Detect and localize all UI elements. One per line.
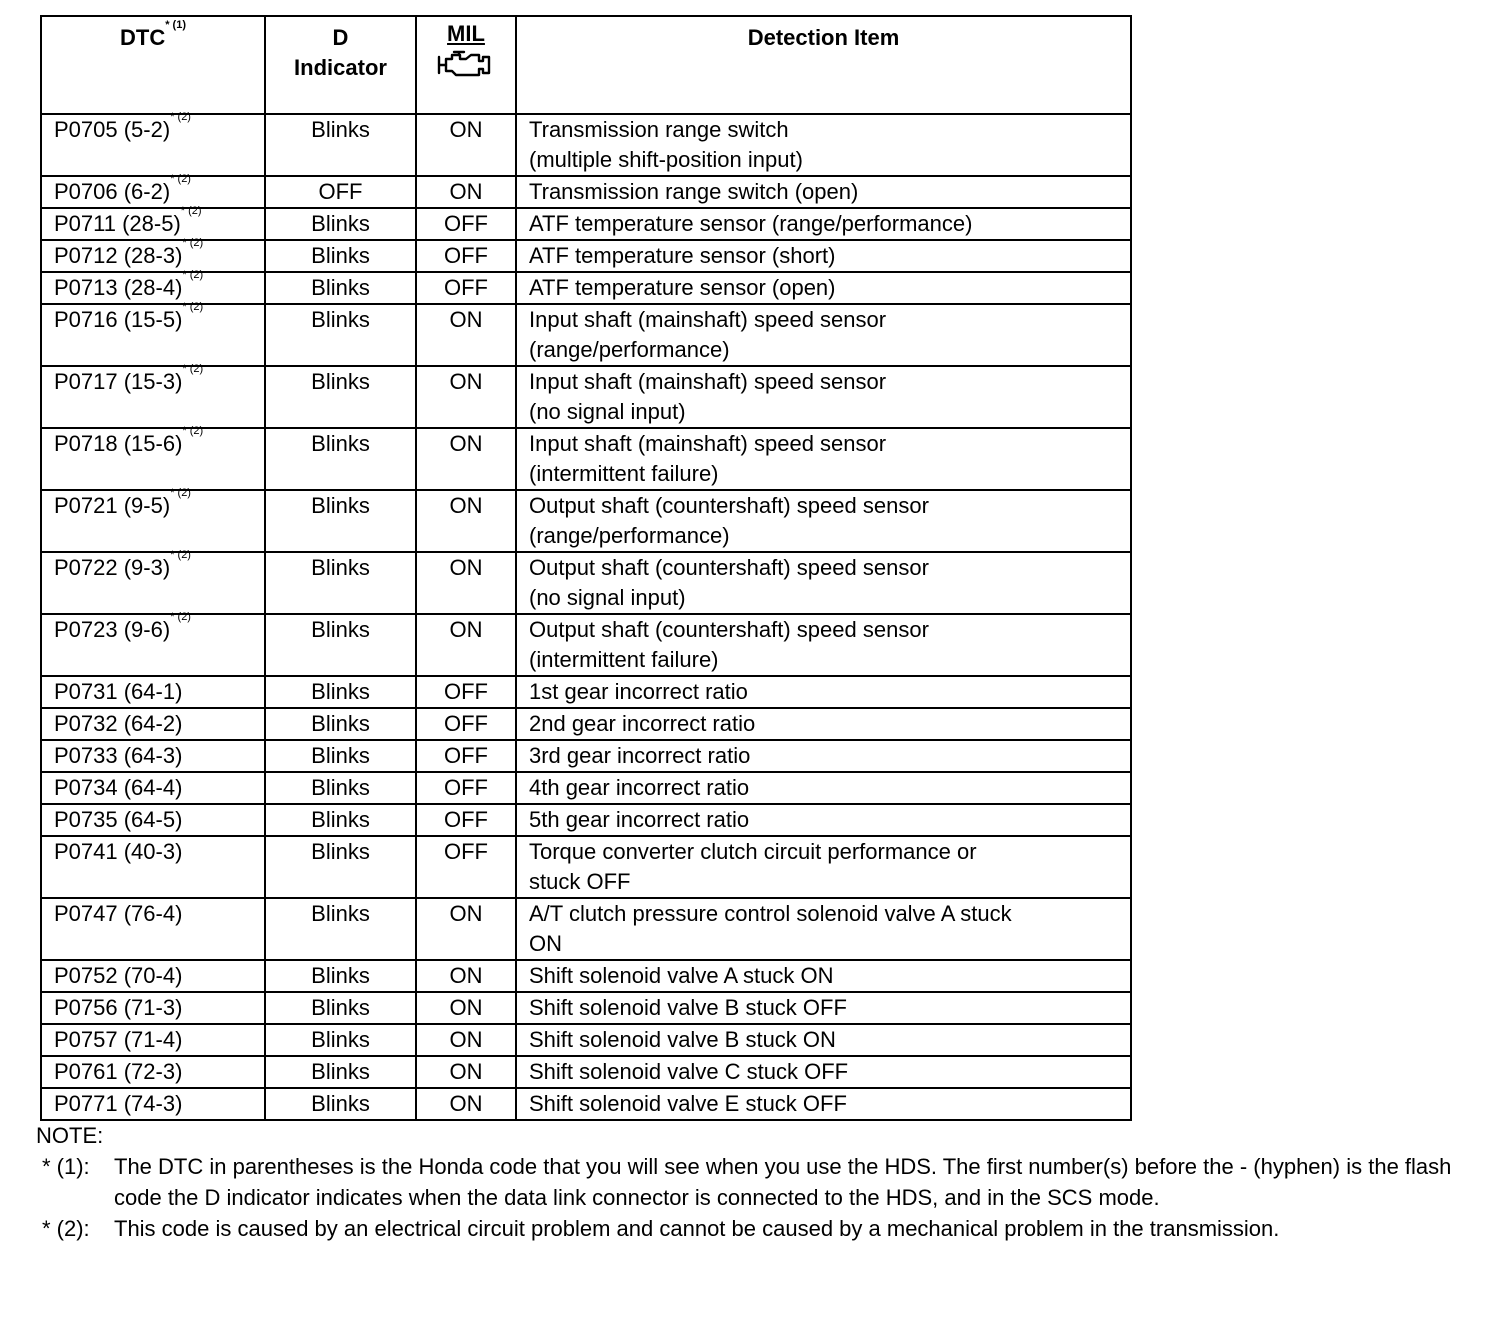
note-1-mark: * (1): xyxy=(42,1154,90,1179)
mil-cell: ON xyxy=(416,114,516,176)
detection-item-cell xyxy=(516,708,1131,740)
mil-cell: OFF xyxy=(416,708,516,740)
detection-item-line: (no signal input) xyxy=(529,585,686,610)
detection-item-cell xyxy=(516,960,1131,992)
dtc-footnote-ref: * (2) xyxy=(182,237,204,249)
dtc-code-cell xyxy=(41,173,265,208)
dtc-code-cell xyxy=(41,549,265,614)
d-indicator-cell: Blinks xyxy=(265,708,416,740)
dtc-code-cell xyxy=(41,676,265,708)
mil-cell: ON xyxy=(416,428,516,490)
detection-item-cell xyxy=(516,240,1131,272)
detection-item-cell xyxy=(516,208,1131,240)
header-dtc-footnote: * (1) xyxy=(165,19,186,31)
dtc-code-cell xyxy=(41,992,265,1024)
detection-item-line: (multiple shift-position input) xyxy=(529,147,803,172)
table-row xyxy=(41,1088,1131,1120)
detection-item-line: Shift solenoid valve B stuck OFF xyxy=(529,995,847,1020)
d-indicator-cell: Blinks xyxy=(265,992,416,1024)
detection-item-line: Output shaft (countershaft) speed sensor xyxy=(529,617,929,642)
detection-item-line: Shift solenoid valve B stuck ON xyxy=(529,1027,836,1052)
detection-item-line: (intermittent failure) xyxy=(529,647,719,672)
detection-item-cell xyxy=(516,272,1131,304)
d-indicator-cell: Blinks xyxy=(265,272,416,304)
d-indicator-cell: Blinks xyxy=(265,898,416,960)
dtc-code: P0705 (5-2) xyxy=(54,117,171,142)
d-indicator-cell: Blinks xyxy=(265,552,416,614)
dtc-code: P0734 (64-4) xyxy=(54,775,183,800)
table-row xyxy=(41,836,1131,898)
dtc-footnote-ref: * (2) xyxy=(170,487,191,499)
dtc-table xyxy=(40,15,1132,1121)
d-indicator-cell: Blinks xyxy=(265,428,416,490)
table-row xyxy=(41,114,1131,176)
engine-check-icon xyxy=(435,47,497,81)
header-mil-label: MIL xyxy=(447,21,485,46)
table-row xyxy=(41,614,1131,676)
table-row xyxy=(41,772,1131,804)
header-mil xyxy=(416,16,516,114)
detection-item-line: Transmission range switch xyxy=(529,117,789,142)
dtc-code: P0756 (71-3) xyxy=(54,995,183,1020)
dtc-code: P0722 (9-3) xyxy=(54,555,171,580)
table-row xyxy=(41,176,1131,208)
dtc-code: P0712 (28-3) xyxy=(54,243,183,268)
detection-item-line: (intermittent failure) xyxy=(529,461,719,486)
dtc-code: P0741 (40-3) xyxy=(54,839,183,864)
dtc-code: P0747 (76-4) xyxy=(54,901,183,926)
dtc-footnote-ref: * (2) xyxy=(170,611,191,623)
d-indicator-cell: Blinks xyxy=(265,772,416,804)
table-row xyxy=(41,366,1131,428)
detection-item-line: Shift solenoid valve A stuck ON xyxy=(529,963,834,988)
mil-cell: ON xyxy=(416,366,516,428)
dtc-code-cell xyxy=(41,269,265,304)
detection-item-line: (range/performance) xyxy=(529,523,730,548)
mil-cell: ON xyxy=(416,992,516,1024)
dtc-code-cell xyxy=(41,1024,265,1056)
header-dtc-label: DTC xyxy=(120,25,166,50)
dtc-code-cell xyxy=(41,611,265,676)
detection-item-line: (no signal input) xyxy=(529,399,686,424)
table-row xyxy=(41,740,1131,772)
detection-item-cell xyxy=(516,114,1131,176)
table-row xyxy=(41,490,1131,552)
dtc-code: P0757 (71-4) xyxy=(54,1027,183,1052)
header-dtc xyxy=(41,16,265,114)
d-indicator-cell: Blinks xyxy=(265,114,416,176)
dtc-footnote-ref: * (2) xyxy=(170,173,191,185)
table-row xyxy=(41,708,1131,740)
dtc-footnote-ref: * (2) xyxy=(180,205,202,217)
detection-item-cell xyxy=(516,676,1131,708)
detection-item-cell xyxy=(516,304,1131,366)
dtc-code: P0761 (72-3) xyxy=(54,1059,183,1084)
detection-item-line: 3rd gear incorrect ratio xyxy=(529,743,751,768)
note-heading: NOTE: xyxy=(36,1123,104,1148)
table-row xyxy=(41,428,1131,490)
d-indicator-cell: Blinks xyxy=(265,366,416,428)
table-row xyxy=(41,240,1131,272)
detection-item-cell xyxy=(516,836,1131,898)
table-row xyxy=(41,676,1131,708)
header-detection-item: Detection Item xyxy=(516,16,1131,114)
dtc-footnote-ref: * (2) xyxy=(170,111,191,123)
detection-item-line: 5th gear incorrect ratio xyxy=(529,807,750,832)
d-indicator-cell: Blinks xyxy=(265,1024,416,1056)
detection-item-line: (range/performance) xyxy=(529,337,730,362)
detection-item-cell xyxy=(516,614,1131,676)
table-row xyxy=(41,1056,1131,1088)
table-row xyxy=(41,304,1131,366)
detection-item-cell xyxy=(516,428,1131,490)
dtc-footnote-ref: * (2) xyxy=(182,301,204,313)
dtc-footnote-ref: * (2) xyxy=(182,425,204,437)
mil-cell: OFF xyxy=(416,740,516,772)
table-row xyxy=(41,992,1131,1024)
mil-cell: ON xyxy=(416,1024,516,1056)
detection-item-line: Input shaft (mainshaft) speed sensor xyxy=(529,369,887,394)
d-indicator-cell: Blinks xyxy=(265,1056,416,1088)
dtc-code-cell xyxy=(41,363,265,428)
dtc-code: P0721 (9-5) xyxy=(54,493,171,518)
dtc-code-cell xyxy=(41,1056,265,1088)
dtc-code-cell xyxy=(41,111,265,176)
note-1-text: The DTC in parentheses is the Honda code that you will see when you use the HDS. The first number(s) before the - (hyphen) is the flash code the D indicator indicates when the data link connector is connected to the HDS, and in the SCS mode. xyxy=(114,1154,1452,1210)
table-row xyxy=(41,960,1131,992)
detection-item-line: 1st gear incorrect ratio xyxy=(529,679,748,704)
mil-cell: OFF xyxy=(416,272,516,304)
dtc-code: P0713 (28-4) xyxy=(54,275,183,300)
dtc-code-cell xyxy=(41,425,265,490)
d-indicator-cell: Blinks xyxy=(265,304,416,366)
d-indicator-cell: Blinks xyxy=(265,960,416,992)
dtc-code: P0706 (6-2) xyxy=(54,179,171,204)
detection-item-line: ATF temperature sensor (short) xyxy=(529,243,836,268)
detection-item-line: ATF temperature sensor (range/performance) xyxy=(529,211,973,236)
note-2 xyxy=(36,1213,1476,1244)
d-indicator-cell: Blinks xyxy=(265,614,416,676)
d-indicator-cell: Blinks xyxy=(265,208,416,240)
detection-item-cell xyxy=(516,740,1131,772)
detection-item-line: Torque converter clutch circuit performance or xyxy=(529,839,977,864)
detection-item-line: Transmission range switch (open) xyxy=(529,179,859,204)
mil-cell: ON xyxy=(416,1056,516,1088)
table-header-row xyxy=(41,16,1131,114)
dtc-footnote-ref: * (2) xyxy=(170,549,191,561)
dtc-code-cell xyxy=(41,836,265,898)
detection-item-cell xyxy=(516,804,1131,836)
detection-item-cell xyxy=(516,772,1131,804)
dtc-code: P0732 (64-2) xyxy=(54,711,183,736)
mil-cell: ON xyxy=(416,304,516,366)
note-1 xyxy=(36,1151,1476,1213)
mil-cell: OFF xyxy=(416,804,516,836)
d-indicator-cell: Blinks xyxy=(265,836,416,898)
dtc-code: P0718 (15-6) xyxy=(54,431,183,456)
detection-item-line: 4th gear incorrect ratio xyxy=(529,775,750,800)
detection-item-cell xyxy=(516,1024,1131,1056)
dtc-code: P0716 (15-5) xyxy=(54,307,183,332)
dtc-code: P0723 (9-6) xyxy=(54,617,171,642)
detection-item-line: 2nd gear incorrect ratio xyxy=(529,711,756,736)
table-row xyxy=(41,898,1131,960)
dtc-code-cell xyxy=(41,898,265,960)
detection-item-cell xyxy=(516,898,1131,960)
note-2-mark: * (2): xyxy=(42,1216,90,1241)
d-indicator-cell: Blinks xyxy=(265,676,416,708)
table-row xyxy=(41,804,1131,836)
detection-item-cell xyxy=(516,366,1131,428)
detection-item-line: Input shaft (mainshaft) speed sensor xyxy=(529,431,887,456)
table-row xyxy=(41,272,1131,304)
detection-item-cell xyxy=(516,490,1131,552)
dtc-footnote-ref: * (2) xyxy=(182,363,204,375)
d-indicator-cell: Blinks xyxy=(265,740,416,772)
d-indicator-cell: OFF xyxy=(265,176,416,208)
note-2-text: This code is caused by an electrical circuit problem and cannot be caused by a mechanical problem in the transmission. xyxy=(114,1216,1280,1241)
dtc-code: P0752 (70-4) xyxy=(54,963,183,988)
detection-item-line: Input shaft (mainshaft) speed sensor xyxy=(529,307,887,332)
dtc-code-cell xyxy=(41,708,265,740)
header-d-indicator-line2: Indicator xyxy=(294,55,387,80)
mil-cell: ON xyxy=(416,960,516,992)
mil-cell: OFF xyxy=(416,240,516,272)
dtc-code: P0771 (74-3) xyxy=(54,1091,183,1116)
detection-item-cell xyxy=(516,176,1131,208)
dtc-code: P0711 (28-5) xyxy=(54,211,181,236)
detection-item-line: A/T clutch pressure control solenoid valve A stuck xyxy=(529,901,1012,926)
detection-item-line: ATF temperature sensor (open) xyxy=(529,275,836,300)
mil-cell: ON xyxy=(416,614,516,676)
d-indicator-cell: Blinks xyxy=(265,804,416,836)
notes-section xyxy=(36,1120,1476,1244)
dtc-code-cell xyxy=(41,301,265,366)
detection-item-line: Output shaft (countershaft) speed sensor xyxy=(529,493,929,518)
mil-cell: OFF xyxy=(416,836,516,898)
d-indicator-cell: Blinks xyxy=(265,240,416,272)
detection-item-cell xyxy=(516,992,1131,1024)
table-row xyxy=(41,208,1131,240)
detection-item-line: stuck OFF xyxy=(529,869,631,894)
mil-cell: ON xyxy=(416,176,516,208)
d-indicator-cell: Blinks xyxy=(265,1088,416,1120)
dtc-code-cell xyxy=(41,740,265,772)
table-row xyxy=(41,552,1131,614)
detection-item-line: ON xyxy=(529,931,562,956)
mil-cell: OFF xyxy=(416,772,516,804)
dtc-code-cell xyxy=(41,1088,265,1120)
dtc-code: P0717 (15-3) xyxy=(54,369,183,394)
detection-item-cell xyxy=(516,1056,1131,1088)
detection-item-line: Shift solenoid valve E stuck OFF xyxy=(529,1091,847,1116)
table-row xyxy=(41,1024,1131,1056)
dtc-code-cell xyxy=(41,237,265,272)
dtc-code-cell xyxy=(41,960,265,992)
mil-cell: OFF xyxy=(416,208,516,240)
header-d-indicator-line1: D xyxy=(332,25,349,50)
dtc-footnote-ref: * (2) xyxy=(182,269,204,281)
dtc-code-cell xyxy=(41,772,265,804)
dtc-table-body xyxy=(41,111,1131,1120)
dtc-code-cell xyxy=(41,804,265,836)
mil-cell: OFF xyxy=(416,676,516,708)
dtc-code: P0733 (64-3) xyxy=(54,743,183,768)
detection-item-line: Output shaft (countershaft) speed sensor xyxy=(529,555,929,580)
mil-cell: ON xyxy=(416,490,516,552)
detection-item-cell xyxy=(516,552,1131,614)
header-d-indicator xyxy=(265,16,416,114)
detection-item-cell xyxy=(516,1088,1131,1120)
mil-cell: ON xyxy=(416,898,516,960)
dtc-code: P0735 (64-5) xyxy=(54,807,183,832)
mil-cell: ON xyxy=(416,1088,516,1120)
dtc-code-cell xyxy=(41,205,265,240)
d-indicator-cell: Blinks xyxy=(265,490,416,552)
mil-cell: ON xyxy=(416,552,516,614)
dtc-code-cell xyxy=(41,487,265,552)
detection-item-line: Shift solenoid valve C stuck OFF xyxy=(529,1059,849,1084)
dtc-code: P0731 (64-1) xyxy=(54,679,183,704)
